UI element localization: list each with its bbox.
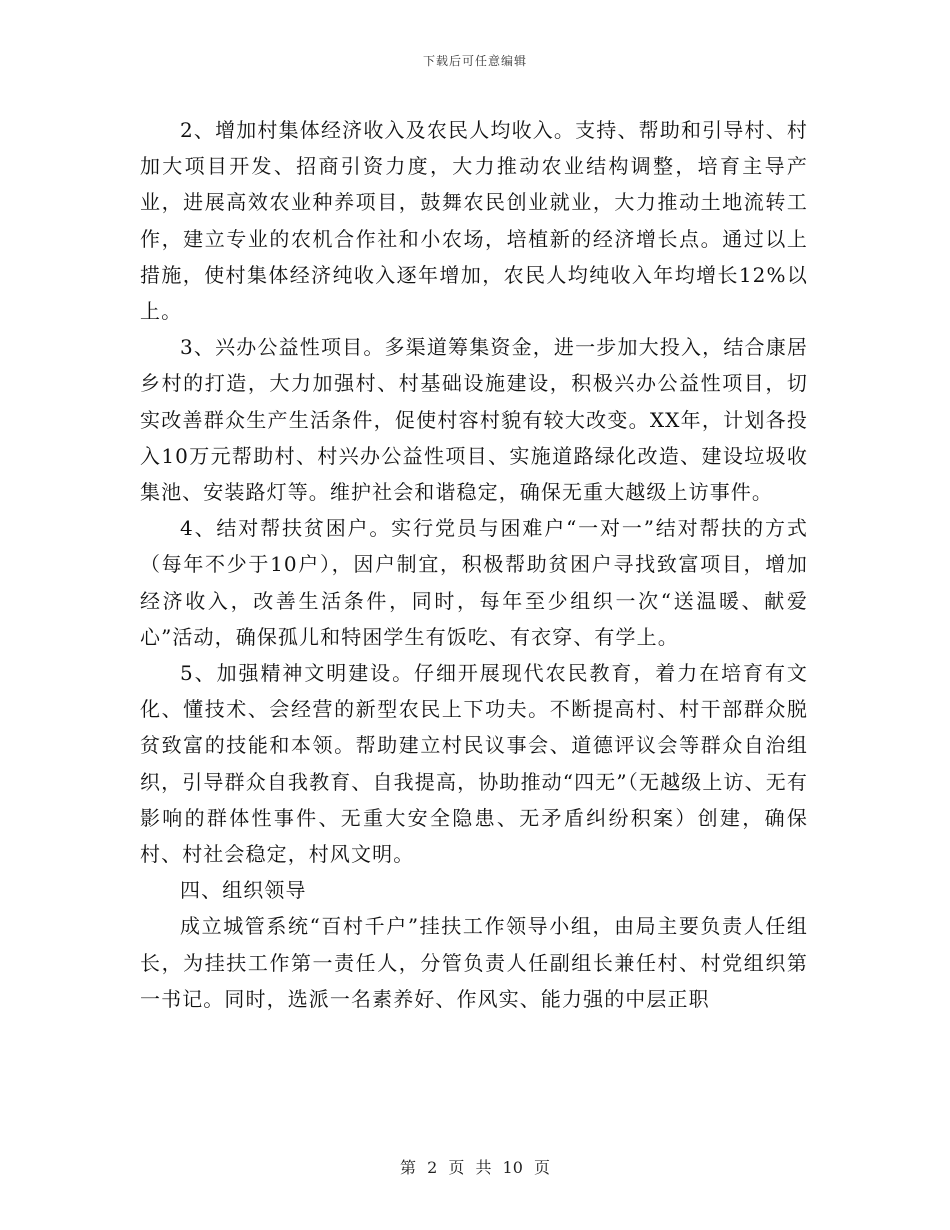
paragraph-item-3: 3、兴办公益性项目。多渠道筹集资金，进一步加大投入，结合康居乡村的打造，大力加强村、村基础设施建设，积极兴办公益性项目，切实改善群众生产生活条件，促使村容村貌有较大改变。XX年，计划各投入10万元帮助村、村兴办公益性项目、实施道路绿化改造、建设垃圾收集池、安装路灯等。维护社会和谐稳定，确保无重大越级上访事件。	[140, 335, 808, 505]
page-header: 下载后可任意编辑	[422, 54, 527, 68]
paragraph-item-5: 5、加强精神文明建设。仔细开展现代农民教育，着力在培育有文化、懂技术、会经营的新型农民上下功夫。不断提高村、村干部群众脱贫致富的技能和本领。帮助建立村民议事会、道德评议会等群众自治组织，引导群众自我教育、自我提高，协助推动“四无”（无越级上访、无有影响的群体性事件、无重大安全隐患、无矛盾纠纷积案）创建，确保村、村社会稳定，村风文明。	[140, 661, 808, 867]
section-heading-organization: 四、组织领导	[180, 878, 307, 903]
paragraph-item-2: 2、增加村集体经济收入及农民人均收入。支持、帮助和引导村、村加大项目开发、招商引资力度，大力推动农业结构调整，培育主导产业，进展高效农业种养项目，鼓舞农民创业就业，大力推动土地流转工作，建立专业的农机合作社和小农场，培植新的经济增长点。通过以上措施，使村集体经济纯收入逐年增加，农民人均纯收入年均增长12%以上。	[140, 118, 808, 324]
paragraph-item-4: 4、结对帮扶贫困户。实行党员与困难户“一对一”结对帮扶的方式（每年不少于10户），因户制宜，积极帮助贫困户寻找致富项目，增加经济收入，改善生活条件，同时，每年至少组织一次“送温暖、献爱心”活动，确保孤儿和特困学生有饭吃、有衣穿、有学上。	[140, 516, 808, 649]
document-body	[140, 112, 808, 1017]
paragraph-organization: 成立城管系统“百村千户”挂扶工作领导小组，由局主要负责人任组长，为挂扶工作第一责任人，分管负责人任副组长兼任村、村党组织第一书记。同时，选派一名素养好、作风实、能力强的中层正职	[140, 914, 808, 1011]
page-number: 第 2 页 共 10 页	[400, 1158, 550, 1177]
